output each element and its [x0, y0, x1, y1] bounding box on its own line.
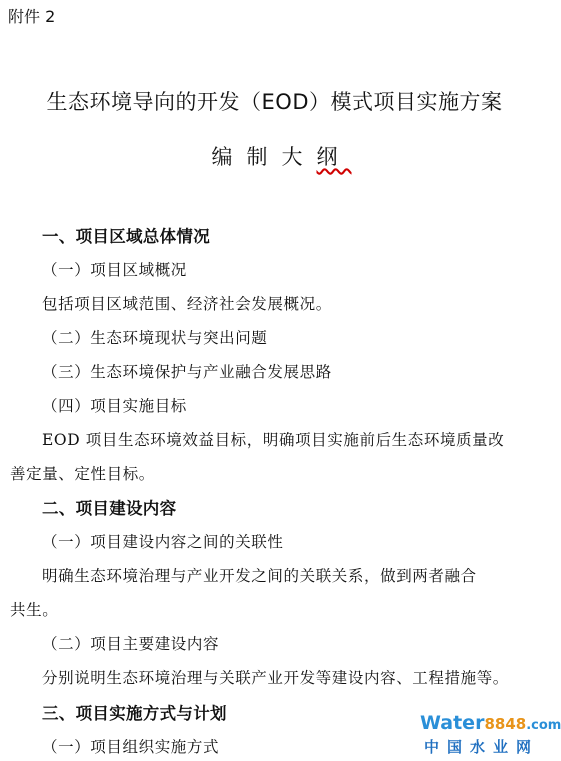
subsection-1-4: （四）项目实施目标 — [42, 397, 187, 415]
subsection-1-1: （一）项目区域概况 — [42, 261, 187, 279]
section-heading-1: 一、项目区域总体情况 — [42, 227, 210, 246]
paragraph: 包括项目区域范围、经济社会发展概况。 — [42, 295, 332, 313]
watermark-logo — [420, 712, 561, 758]
document-subtitle — [0, 141, 549, 171]
subsection-2-2: （二）项目主要建设内容 — [42, 635, 220, 653]
subsection-1-2: （二）生态环境现状与突出问题 — [42, 329, 268, 347]
subtitle-main: 编制大 — [211, 145, 317, 169]
section-heading-2: 二、项目建设内容 — [42, 499, 177, 518]
paragraph-line: 明确生态环境治理与产业开发之间的关联关系，做到两者融合 — [42, 567, 477, 585]
document-title: 生态环境导向的开发（EOD）模式项目实施方案 — [46, 90, 503, 114]
subsection-1-3: （三）生态环境保护与产业融合发展思路 — [42, 363, 332, 381]
paragraph-line: 共生。 — [10, 601, 59, 619]
watermark-logo-text: Water8848.com — [420, 712, 561, 734]
watermark-logo-chinese: 中国水业网 — [424, 738, 540, 756]
subsection-2-1: （一）项目建设内容之间的关联性 — [42, 533, 284, 551]
section-heading-3: 三、项目实施方式与计划 — [42, 704, 227, 723]
attachment-label: 附件 2 — [8, 7, 56, 26]
paragraph-line: 善定量、定性目标。 — [10, 465, 155, 483]
paragraph-line: 分别说明生态环境治理与关联产业开发等建设内容、工程措施等。 — [42, 669, 509, 687]
subtitle-spellcheck-word: 纲 — [316, 145, 352, 169]
paragraph-line: EOD 项目生态环境效益目标，明确项目实施前后生态环境质量改 — [42, 431, 505, 449]
subsection-3-1: （一）项目组织实施方式 — [42, 738, 220, 756]
